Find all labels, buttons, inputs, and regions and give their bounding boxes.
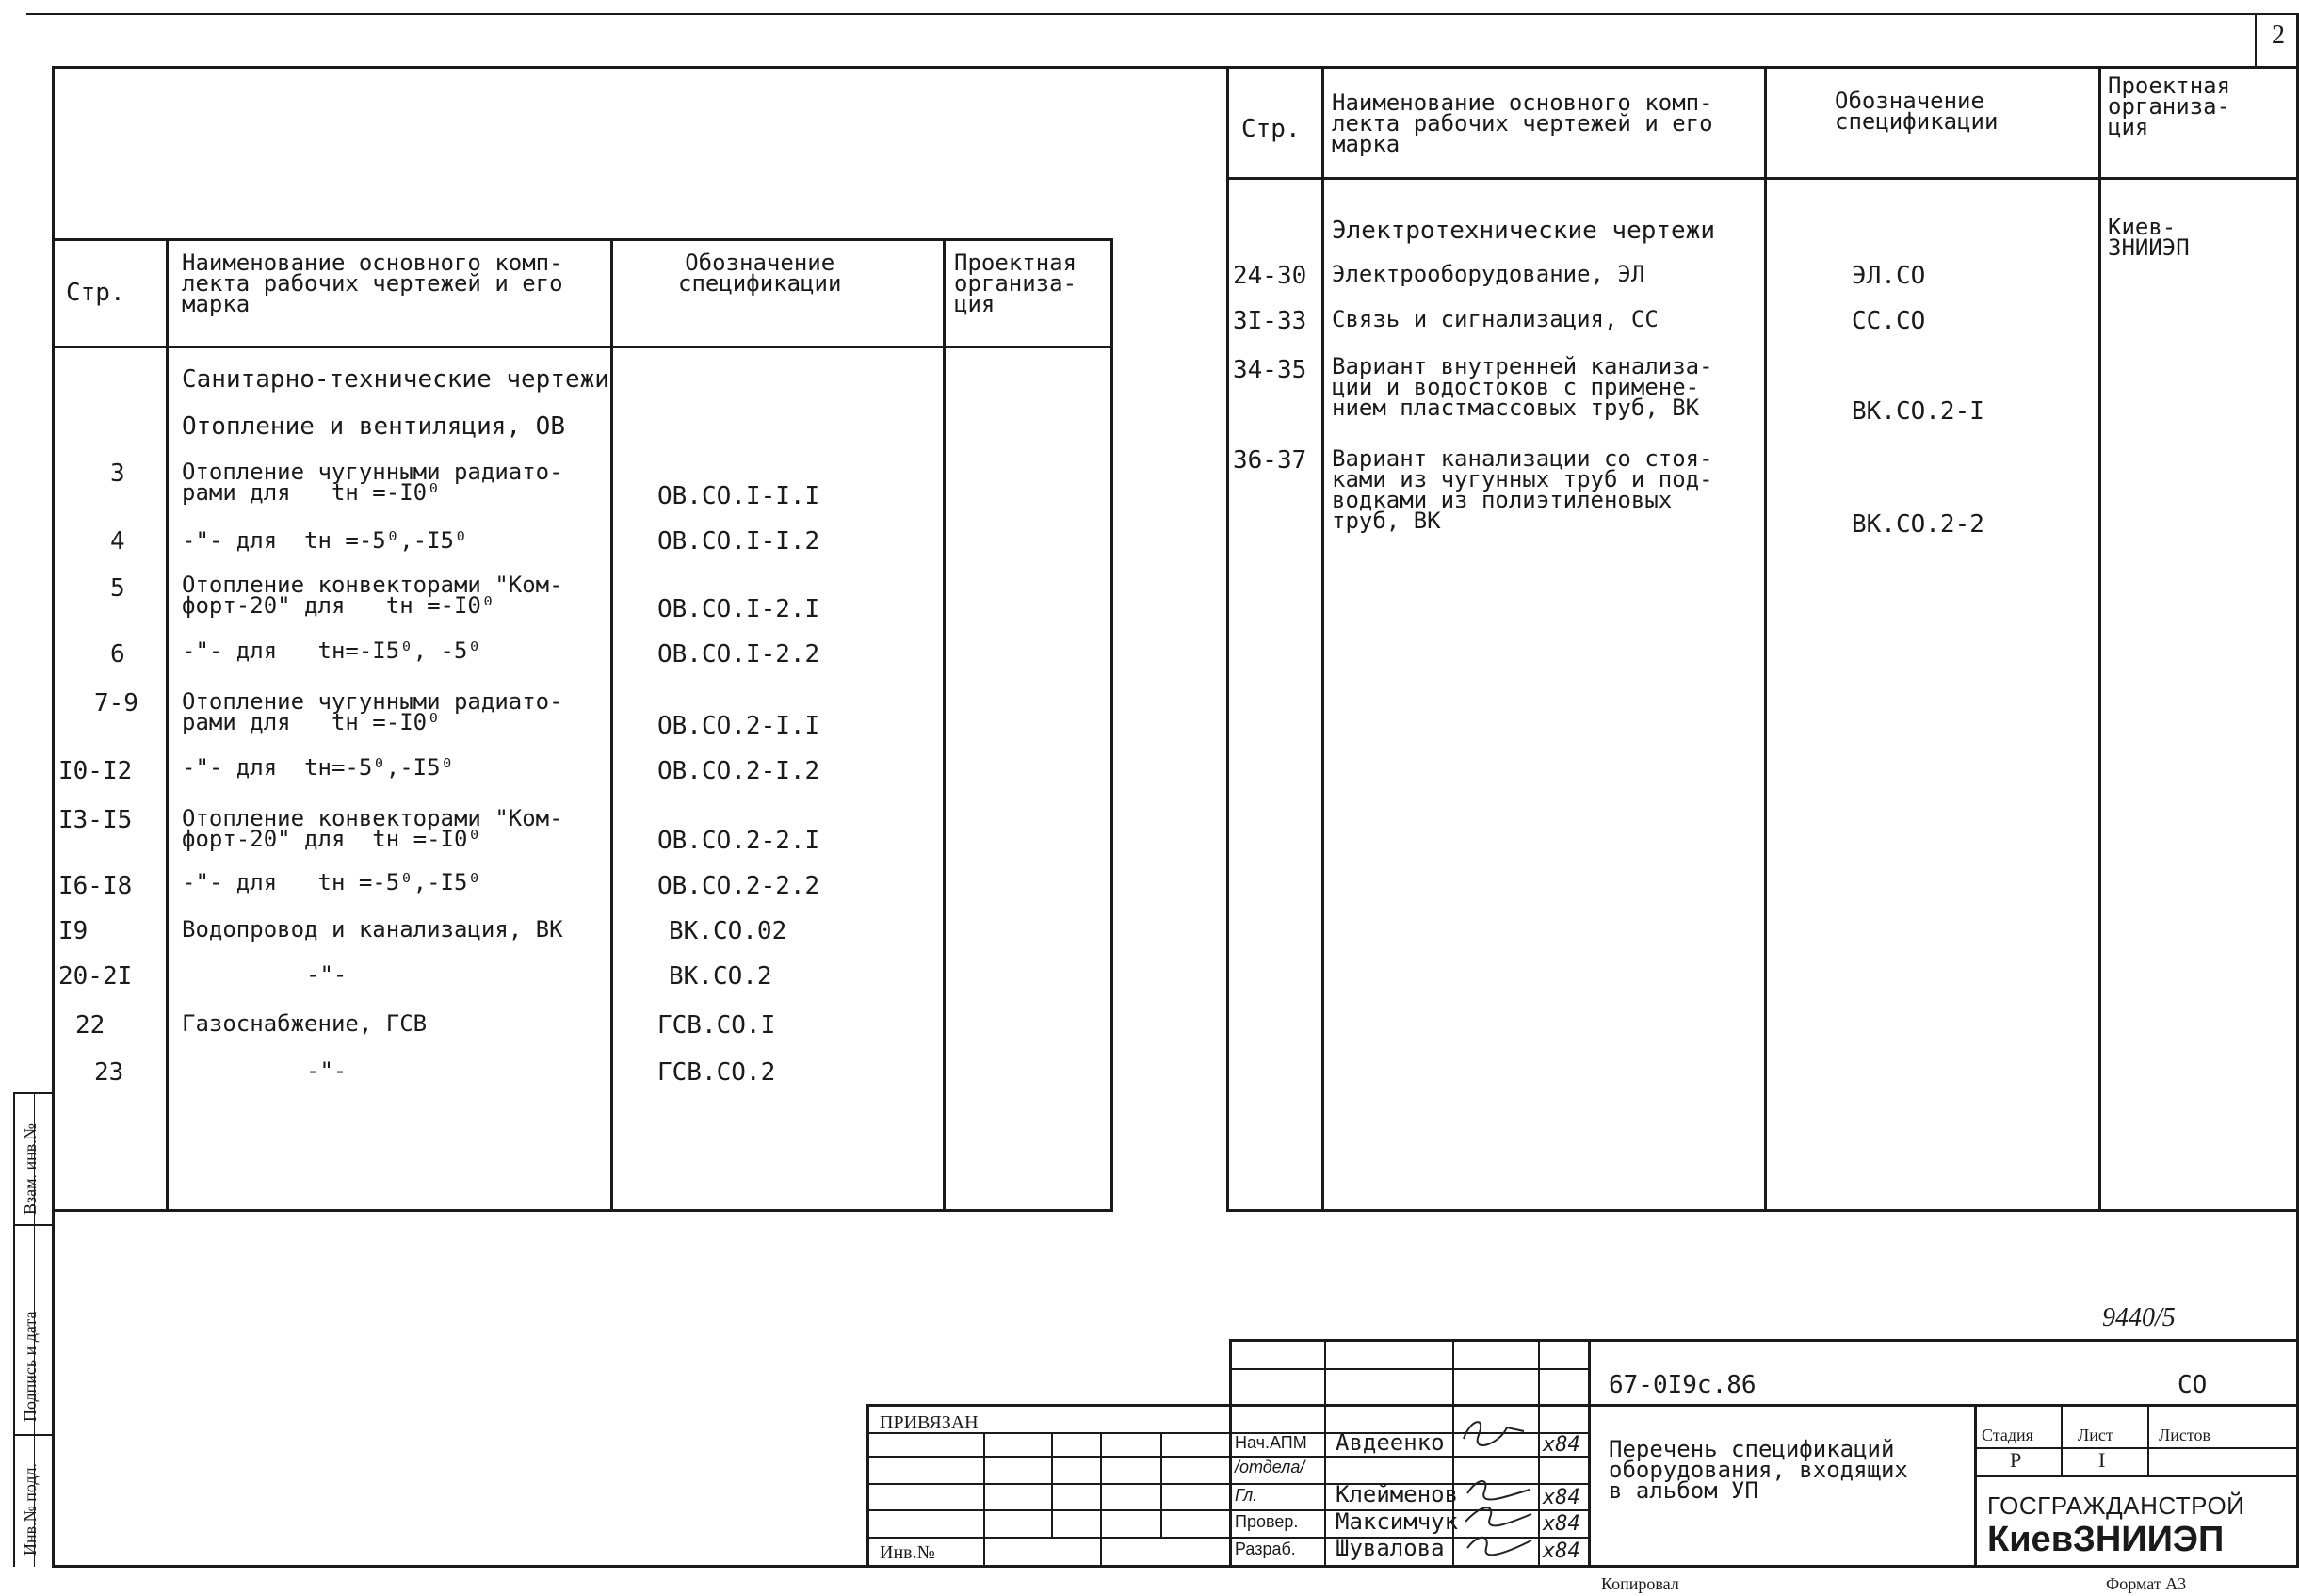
row-page: I6-I8 (58, 872, 133, 900)
name-head: Авдеенко (1336, 1429, 1445, 1456)
tb-top (1229, 1339, 2299, 1342)
lt-col3 (943, 238, 946, 1212)
bound-label: ПРИВЯЗАН (880, 1412, 979, 1433)
rt-bottom (1226, 1209, 2296, 1212)
lt-col2 (610, 238, 613, 1212)
row-name: Вариант канализации со стоя- ками из чугунных труб и под- водками из полиэтиленовых труб, ВК (1332, 445, 1713, 534)
tb-v4 (1160, 1432, 1162, 1537)
row-name: -"- для tн=-5⁰,-I5⁰ (182, 754, 454, 781)
role-dept: /отдела/ (1235, 1458, 1305, 1476)
row-name: Связь и сигнализация, СС (1332, 306, 1659, 332)
tb-v5 (1229, 1339, 1232, 1567)
row-spec: ОВ.СО.I-I.2 (657, 527, 820, 556)
rt-header-spec: Обозначение спецификации (1835, 88, 1999, 135)
tb-h2 (866, 1404, 2299, 1407)
side-stamp-top (13, 1092, 53, 1094)
row-name: Отопление чугунными радиато- рами для tн =-I0⁰ (182, 688, 563, 735)
row-page: 23 (94, 1058, 124, 1087)
sheet-label: Лист (2078, 1426, 2113, 1444)
lt-header-org: Проектная организа- ция (954, 250, 1077, 317)
side-stamp-left (13, 1092, 15, 1567)
tb-v8 (1538, 1339, 1540, 1567)
side-stamp-sign: Подпись и дата (21, 1311, 40, 1422)
row-name: -"- для tн =-5⁰,-I5⁰ (182, 869, 481, 895)
rt-col2 (1764, 66, 1767, 1212)
copied-label: Копировал (1601, 1574, 1679, 1593)
rt-header-name: Наименование основного комп- лекта рабочих чертежей и его марка (1332, 89, 1713, 157)
row-page: I9 (58, 917, 89, 945)
row-spec: ОВ.СО.2-2.I (657, 827, 820, 855)
role-developer: Разраб. (1235, 1540, 1296, 1558)
stage-value: Р (2010, 1448, 2022, 1472)
row-name: Водопровод и канализация, ВК (182, 916, 563, 943)
lt-header-page: Стр. (66, 279, 125, 307)
inv-label: Инв.№ (880, 1542, 935, 1563)
doc-code: 67-0I9c.86 (1609, 1371, 1757, 1399)
row-name: Отопление конвекторами "Ком- форт-20" для tн =-I0⁰ (182, 805, 563, 852)
format-label: Формат А3 (2106, 1574, 2187, 1593)
stage-label: Стадия (1982, 1426, 2033, 1444)
row-spec: ВК.СО.2-2 (1852, 510, 1984, 539)
signature-mark (1467, 1538, 1531, 1556)
row-spec: ВК.СО.02 (669, 917, 787, 945)
lt-col1 (166, 238, 169, 1212)
tb-v3 (1100, 1432, 1102, 1567)
lt-header-name: Наименование основного комп- лекта рабочих чертежей и его марка (182, 250, 563, 317)
sheet-description: Перечень спецификаций оборудования, входящих в альбом УП (1609, 1436, 1908, 1504)
rt-col1 (1321, 66, 1324, 1212)
row-name: Отопление конвекторами "Ком- форт-20" для tн =-I0⁰ (182, 572, 563, 619)
tb-v-left (866, 1404, 869, 1567)
sheet-number: 2 (2272, 21, 2285, 50)
row-spec: ЭЛ.СО (1852, 262, 1926, 290)
frame-inner-top (52, 66, 2299, 69)
tb-v10 (1974, 1404, 1977, 1567)
side-stamp-replace: Взам. инв.№ (21, 1123, 40, 1215)
row-spec: СС.СО (1852, 307, 1926, 335)
sheet-number-box (2255, 13, 2257, 66)
row-page: 22 (75, 1011, 105, 1040)
row-name: Вариант внутренней канализа- ции и водостоков с примене- нием пластмассовых труб, ВК (1332, 353, 1713, 421)
row-name: -"- для tн=-I5⁰, -5⁰ (182, 637, 481, 664)
tb-stage-h2 (1974, 1475, 2299, 1477)
tb-v6 (1324, 1339, 1326, 1567)
row-spec: ОВ.СО.I-2.I (657, 595, 820, 623)
row-spec: ОВ.СО.2-2.2 (657, 872, 820, 900)
role-chief: Гл. (1235, 1486, 1258, 1505)
section-code: CO (2178, 1371, 2208, 1399)
row-spec: ГСВ.СО.2 (657, 1058, 776, 1087)
name-developer: Шувалова (1336, 1535, 1445, 1561)
frame-top (26, 13, 2299, 15)
row-page: 36-37 (1233, 446, 1307, 475)
row-page: I3-I5 (58, 806, 133, 834)
sheet-value: I (2098, 1448, 2106, 1472)
tb-v9 (1588, 1339, 1591, 1567)
row-page: 3 (110, 459, 125, 488)
side-stamp-div1 (13, 1224, 53, 1226)
row-name: -"- (306, 1057, 348, 1084)
lt-header-bottom (52, 346, 1113, 348)
tb-h1 (1229, 1368, 1590, 1370)
row-page: 4 (110, 527, 125, 556)
signature-mark (1464, 1422, 1524, 1445)
row-page: 7-9 (94, 689, 138, 717)
row-spec: ОВ.СО.2-I.2 (657, 757, 820, 785)
row-page: 3I-33 (1233, 307, 1307, 335)
tb-v2 (1051, 1432, 1053, 1537)
rt-section-title: Электротехнические чертежи (1332, 217, 1715, 245)
lt-section-title: Санитарно-технические чертежи (182, 365, 609, 394)
tb-v1 (983, 1432, 985, 1567)
row-page: 34-35 (1233, 356, 1307, 384)
lt-top (52, 238, 1113, 241)
signature-mark (1465, 1507, 1531, 1525)
row-name: Отопление чугунными радиато- рами для tн =-I0⁰ (182, 459, 563, 506)
row-name: -"- для tн =-5⁰,-I5⁰ (182, 527, 468, 554)
lt-col4 (1110, 238, 1113, 1212)
date-chief: х84 (1543, 1486, 1580, 1509)
row-spec: ОВ.СО.I-2.2 (657, 640, 820, 669)
row-spec: ВК.СО.2-I (1852, 397, 1984, 426)
row-name: Газоснабжение, ГСВ (182, 1010, 428, 1037)
row-spec: ВК.СО.2 (669, 962, 772, 991)
lt-bottom (52, 1209, 1113, 1212)
rt-org-value: Киев- ЗНИИЭП (2108, 214, 2190, 261)
lt-subsection: Отопление и вентиляция, ОВ (182, 412, 565, 441)
archive-number: 9440/5 (2102, 1303, 2176, 1332)
row-name: Электрооборудование, ЭЛ (1332, 261, 1645, 287)
row-spec: ОВ.СО.I-I.I (657, 482, 820, 510)
rt-header-org: Проектная организа- ция (2108, 73, 2231, 140)
tb-v12 (2147, 1404, 2149, 1475)
signatures (1458, 1407, 1537, 1567)
row-page: 6 (110, 640, 125, 669)
row-page: 24-30 (1233, 262, 1307, 290)
signature-mark (1467, 1481, 1530, 1500)
row-page: I0-I2 (58, 757, 133, 785)
lt-header-spec: Обозначение спецификации (678, 250, 842, 297)
side-stamp-inv: Инв.№ подл. (21, 1462, 40, 1556)
side-stamp-div2 (13, 1434, 53, 1436)
rt-header-bottom (1226, 177, 2296, 180)
row-name: -"- (306, 961, 348, 988)
row-spec: ОВ.СО.2-I.I (657, 712, 820, 740)
rt-col0 (1226, 66, 1229, 1212)
role-head: Нач.АПМ (1235, 1433, 1307, 1452)
name-chief: Клейменов (1336, 1481, 1459, 1507)
date-head: х84 (1543, 1433, 1580, 1457)
date-checker: х84 (1543, 1512, 1580, 1536)
date-developer: х84 (1543, 1540, 1580, 1563)
row-page: 20-2I (58, 962, 133, 991)
row-page: 5 (110, 574, 125, 603)
sheets-label: Листов (2159, 1426, 2210, 1444)
tb-v11 (2061, 1404, 2063, 1475)
rt-header-page: Стр. (1241, 115, 1301, 143)
org-line2: КиевЗНИИЭП (1987, 1520, 2225, 1559)
org-line1: ГОСГРАЖДАНСТРОЙ (1987, 1491, 2245, 1520)
rt-col3 (2098, 66, 2101, 1212)
row-spec: ГСВ.СО.I (657, 1011, 776, 1040)
tb-stage-h1 (1974, 1447, 2299, 1449)
frame-left (52, 66, 55, 1567)
role-checker: Провер. (1235, 1512, 1299, 1531)
name-checker: Максимчук (1336, 1508, 1459, 1535)
frame-bottom (52, 1565, 2299, 1568)
